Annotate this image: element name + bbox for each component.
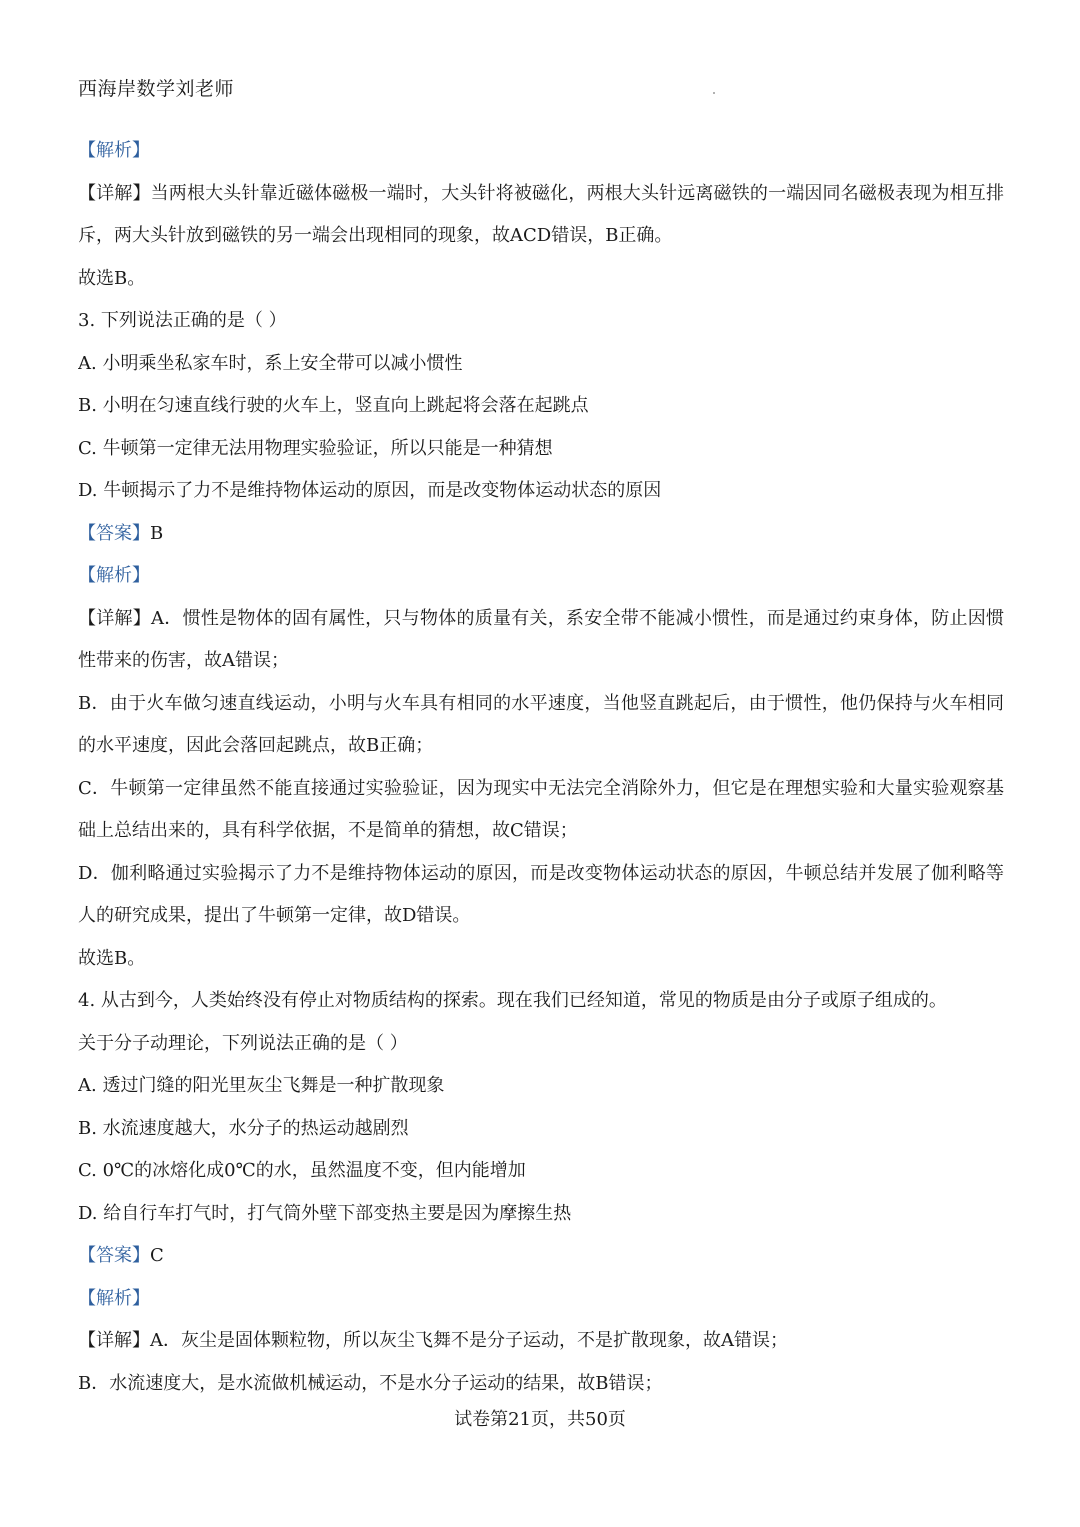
q4-option-d: D. 给自行车打气时，打气筒外壁下部变热主要是因为摩擦生热 — [78, 1202, 572, 1224]
document-body — [78, 130, 1004, 1405]
q3-detail-a-text: A．惯性是物体的固有属性，只与物体的质量有关，系安全带不能减小惯性，而是通过约束身体，防止因惯性带来的伤害，故A错误； — [78, 607, 1004, 671]
q3-analysis-line — [78, 555, 1004, 598]
q3-detail-d: D．伽利略通过实验揭示了力不是维持物体运动的原因，而是改变物体运动状态的原因，牛顿总结并发展了伽利略等人的研究成果，提出了牛顿第一定律，故D错误。 — [78, 862, 1004, 926]
q4-stem-line-2: 关于分子动理论，下列说法正确的是（ ） — [78, 1032, 408, 1054]
q4-detail-a — [78, 1320, 1004, 1363]
q3-option-d: D. 牛顿揭示了力不是维持物体运动的原因，而是改变物体运动状态的原因 — [78, 480, 662, 501]
q4-option-b: B. 水流速度越大，水分子的热运动越剧烈 — [78, 1117, 409, 1139]
q3-answer-line — [78, 513, 1004, 556]
scan-speck — [713, 92, 715, 94]
q2-detail-paragraph — [78, 173, 1004, 258]
answer-tag: 【答案】 — [78, 522, 150, 544]
q4-stem-line-1: 4. 从古到今，人类始终没有停止对物质结构的探索。现在我们已经知道，常见的物质是由分子或原子组成的。 — [78, 990, 947, 1011]
detail-tag: 【详解】 — [78, 182, 151, 204]
q4-analysis-line — [78, 1278, 1004, 1321]
q4-answer-value: C — [150, 1245, 164, 1266]
q2-conclusion: 故选B。 — [78, 267, 146, 289]
q4-option-a: A. 透过门缝的阳光里灰尘飞舞是一种扩散现象 — [78, 1075, 445, 1096]
q3-option-a: A. 小明乘坐私家车时，系上安全带可以减小惯性 — [78, 352, 463, 374]
q2-detail-text: 当两根大头针靠近磁体磁极一端时，大头针将被磁化，两根大头针远离磁铁的一端因同名磁极表现为相互排斥，两大头针放到磁铁的另一端会出现相同的现象，故ACD错误，B正确。 — [78, 182, 1004, 246]
q3-stem: 3. 下列说法正确的是（ ） — [78, 310, 287, 331]
q3-detail-a — [78, 598, 1004, 683]
q3-option-b: B. 小明在匀速直线行驶的火车上，竖直向上跳起将会落在起跳点 — [78, 395, 589, 416]
page-header-title: 西海岸数学刘老师 — [78, 78, 235, 100]
page-footer: 试卷第21页，共50页 — [454, 1409, 626, 1430]
analysis-tag: 【解析】 — [78, 1287, 150, 1309]
q2-analysis-line — [78, 130, 1004, 173]
q3-option-c: C. 牛顿第一定律无法用物理实验验证，所以只能是一种猜想 — [78, 437, 553, 459]
q3-detail-b: B．由于火车做匀速直线运动，小明与火车具有相同的水平速度，当他竖直跳起后，由于惯性，他仍保持与火车相同的水平速度，因此会落回起跳点，故B正确； — [78, 692, 1004, 756]
q3-answer-value: B — [150, 522, 164, 544]
answer-tag: 【答案】 — [78, 1245, 150, 1266]
analysis-tag: 【解析】 — [78, 140, 150, 161]
q4-answer-line — [78, 1235, 1004, 1278]
q4-detail-b: B．水流速度大，是水流做机械运动，不是水分子运动的结果，故B错误； — [78, 1372, 663, 1394]
q4-option-c: C. 0℃的冰熔化成0℃的水，虽然温度不变，但内能增加 — [78, 1160, 526, 1181]
q3-conclusion: 故选B。 — [78, 947, 146, 969]
q4-detail-a-text: A．灰尘是固体颗粒物，所以灰尘飞舞不是分子运动，不是扩散现象，故A错误； — [150, 1330, 788, 1351]
q3-detail-c: C．牛顿第一定律虽然不能直接通过实验验证，因为现实中无法完全消除外力，但它是在理想实验和大量实验观察基础上总结出来的，具有科学依据，不是简单的猜想，故C错误； — [78, 777, 1004, 841]
analysis-tag: 【解析】 — [78, 565, 150, 586]
detail-tag: 【详解】 — [78, 607, 152, 629]
detail-tag: 【详解】 — [78, 1330, 150, 1351]
